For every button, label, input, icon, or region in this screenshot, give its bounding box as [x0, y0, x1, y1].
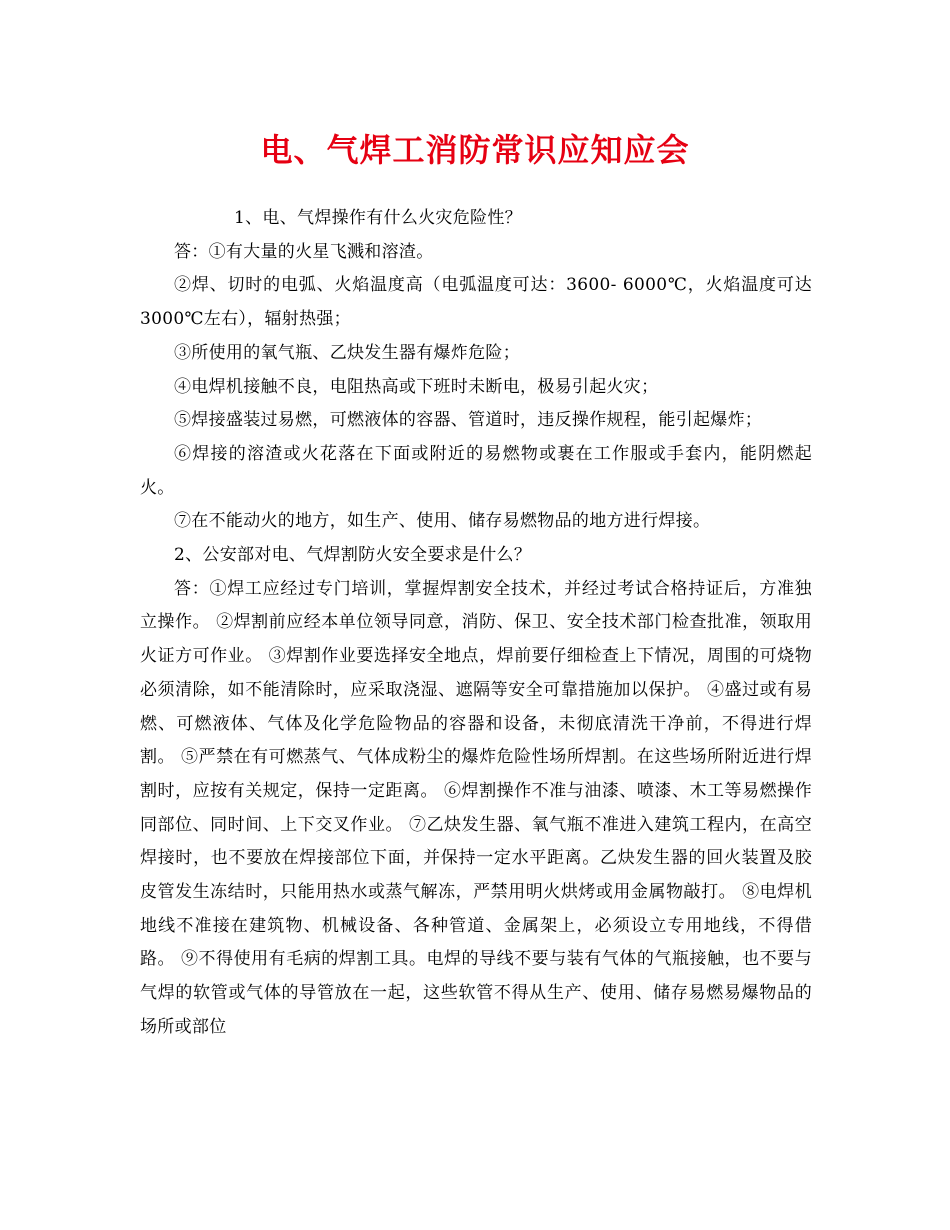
- answer-1-item-2: ②焊、切时的电弧、火焰温度高（电弧温度可达：3600- 6000℃，火焰温度可达3000℃左右），辐射热强；: [140, 275, 812, 330]
- answer-1-item-6: ⑥焊接的溶渣或火花落在下面或附近的易燃物或裹在工作服或手套内，能阴燃起火。: [140, 443, 812, 498]
- document-title: 电、气焊工消防常识应知应会: [260, 131, 690, 169]
- document-body: [140, 202, 812, 1045]
- answer-1-item-3: ③所使用的氧气瓶、乙炔发生器有爆炸危险；: [174, 342, 520, 363]
- question-2-heading: 2、公安部对电、气焊割防火安全要求是什么？: [174, 545, 532, 566]
- answer-2-paragraph: 答：①焊工应经过专门培训，掌握焊割安全技术，并经过考试合格持证后，方准独立操作。 ②焊割前应经本单位领导同意，消防、保卫、安全技术部门检查批准，领取用火证方可作业。 ③焊割作业要选择安全地点，焊前要仔细检查上下情况，周围的可烧物必须清除，如不能清除时，应采取浇湿、遮隔等安全可靠措施加以保护。 ④盛过或有易燃、可燃液体、气体及化学危险物品的容器和设备，未彻底清洗干净前，不得进行焊割。 ⑤严禁在有可燃蒸气、气体成粉尘的爆炸危险性场所焊割。在这些场所附近进行焊割时，应按有关规定，保持一定距离。 ⑥焊割操作不准与油漆、喷漆、木工等易燃操作同部位、同时间、上下交叉作业。 ⑦乙炔发生器、氧气瓶不准进入建筑工程内，在高空焊接时，也不要放在焊接部位下面，并保持一定水平距离。乙炔发生器的回火装置及胶皮管发生冻结时，只能用热水或蒸气解冻，严禁用明火烘烤或用金属物敲打。 ⑧电焊机地线不准接在建筑物、机械设备、各种管道、金属架上，必须设立专用地线，不得借路。 ⑨不得使用有毛病的焊割工具。电焊的导线不要与装有气体的气瓶接触，也不要与气焊的软管或气体的导管放在一起，这些软管不得从生产、使用、储存易燃易爆物品的场所或部位: [140, 578, 812, 1037]
- answer-1-item-4: ④电焊机接触不良，电阻热高或下班时未断电，极易引起火灾；: [174, 376, 659, 397]
- question-1-heading: 1、电、气焊操作有什么火灾危险性？: [234, 208, 522, 228]
- answer-1-item-5: ⑤焊接盛装过易燃，可燃液体的容器、管道时，违反操作规程，能引起爆炸；: [174, 410, 763, 431]
- answer-1-item-1: 答：①有大量的火星飞溅和溶渣。: [174, 241, 434, 262]
- answer-1-item-7: ⑦在不能动火的地方，如生产、使用、储存易燃物品的地方进行焊接。: [174, 511, 711, 532]
